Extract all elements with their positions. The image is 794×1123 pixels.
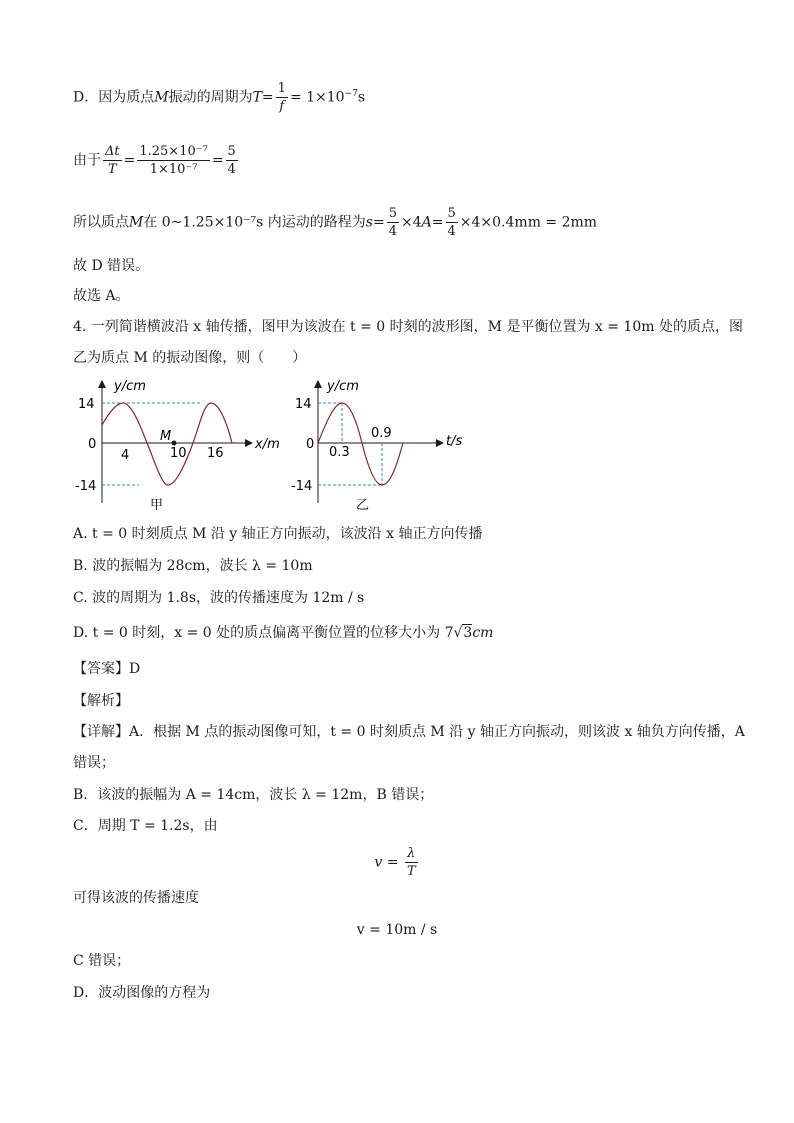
fraction (446, 205, 458, 240)
speed-result: v = 10m / s (356, 922, 438, 938)
numerator: 1 (277, 81, 286, 96)
numerator: 5 (227, 144, 236, 159)
tick-label: 16 (207, 446, 224, 461)
path-line (73, 205, 597, 240)
denominator: 4 (227, 162, 236, 177)
tick-label: 14 (295, 397, 312, 412)
denominator: T (406, 864, 416, 879)
var-M: M (129, 214, 144, 231)
detail-a-line-1: 【详解】A．根据 M 点的振动图像可知，t = 0 时刻质点 M 沿 y 轴正方向振动，则该波 x 轴负方向传播，A (73, 724, 745, 740)
numerator: 1.25×10⁻⁷ (139, 144, 208, 159)
fraction (387, 205, 399, 240)
sqrt-sign: √ (453, 625, 463, 641)
tick-label: -14 (75, 479, 97, 494)
denominator: 1×10⁻⁷ (149, 162, 198, 177)
fraction (103, 143, 122, 178)
d-wrong-line: 故 D 错误。 (73, 258, 150, 274)
question-line-2: 乙为质点 M 的振动图像，则（ ） (73, 350, 307, 366)
analysis-label: 【解析】 (73, 693, 129, 709)
detail-b-line: B．该波的振幅为 A = 14cm，波长 λ = 12m，B 错误； (73, 787, 434, 803)
answer-line: 【答案】D (73, 661, 141, 677)
tick-label: 0.3 (329, 445, 350, 460)
option-a: A. t = 0 时刻质点 M 沿 y 轴正方向振动，该波沿 x 轴正方向传播 (73, 526, 483, 542)
fraction (276, 80, 288, 115)
figure-caption: 乙 (356, 498, 370, 513)
equals: = (431, 214, 444, 231)
tick-label: 14 (78, 397, 95, 412)
speed-text-line: 可得该波的传播速度 (73, 890, 199, 906)
option-b: B. 波的振幅为 28cm，波长 λ = 10m (73, 558, 313, 574)
point-m (172, 441, 177, 446)
equals: = (211, 152, 224, 169)
fraction (226, 143, 238, 178)
var-A: A (421, 214, 432, 231)
numerator: 5 (447, 206, 456, 221)
text: 在 0~1.25×10⁻⁷s 内运动的路程为 (143, 214, 366, 231)
var-T: T (252, 89, 262, 106)
unit: cm (472, 625, 494, 641)
sqrt-radicand: 3 (463, 625, 473, 641)
x-axis-label: t/s (446, 434, 463, 449)
denominator: 4 (388, 224, 397, 239)
vibration-curve (318, 403, 403, 485)
period-line (73, 80, 365, 115)
denominator: 4 (447, 224, 456, 239)
tick-label: 4 (121, 448, 130, 463)
text: 所以质点 (73, 214, 129, 231)
var-s: s (365, 214, 373, 231)
wave-curve (102, 403, 232, 485)
denominator: T (107, 162, 117, 177)
equals: = (261, 89, 274, 106)
option-d-text: D. t = 0 时刻，x = 0 处的质点偏离平衡位置的位移大小为 7 (73, 625, 454, 641)
denominator: f (279, 99, 285, 114)
x-axis-label: x/m (255, 437, 280, 452)
option-d (73, 623, 493, 643)
point-label: M (160, 429, 172, 444)
detail-a-line-2: 错误； (73, 755, 115, 771)
tick-label: -14 (291, 479, 313, 494)
exponent: −7 (344, 88, 358, 99)
detail-d-line: D．波动图像的方程为 (73, 985, 211, 1001)
tick-label: 0 (88, 437, 97, 452)
fraction (137, 143, 209, 178)
ratio-line (73, 143, 240, 178)
option-c: C. 波的周期为 1.8s，波的传播速度为 12m / s (73, 590, 365, 606)
text: 由于 (73, 152, 101, 169)
formula-lhs: v = (374, 854, 399, 871)
value: = 1×10 (289, 89, 345, 106)
wave-graph-jia (70, 375, 290, 515)
numerator: Δt (105, 144, 120, 159)
vibration-graph-yi (285, 375, 475, 515)
numerator: λ (405, 845, 418, 863)
question-line-1: 4. 一列简谐横波沿 x 轴传播，图甲为该波在 t = 0 时刻的波形图，M 是平衡位置为 x = 10m 处的质点，图 (73, 319, 743, 335)
tick-label: 0 (306, 437, 315, 452)
choose-a-line: 故选 A。 (73, 288, 130, 304)
numerator: 5 (388, 206, 397, 221)
text: D．因为质点 (73, 89, 155, 106)
tick-label: 10 (170, 446, 187, 461)
fraction (405, 845, 418, 880)
text: ×4×0.4mm = 2mm (459, 214, 598, 231)
equals: = (372, 214, 385, 231)
y-axis-label: y/cm (114, 379, 146, 394)
speed-formula (0, 845, 794, 880)
text: 振动的周期为 (168, 89, 253, 106)
tick-label: 0.9 (371, 426, 392, 441)
y-axis-label: y/cm (327, 379, 359, 394)
detail-c-line: C．周期 T = 1.2s，由 (73, 818, 218, 834)
unit: s (357, 89, 366, 106)
var-M: M (154, 89, 169, 106)
figure-caption: 甲 (150, 498, 164, 513)
equals: = (123, 152, 136, 169)
c-wrong-line: C 错误； (73, 953, 131, 969)
text: ×4 (401, 214, 422, 231)
